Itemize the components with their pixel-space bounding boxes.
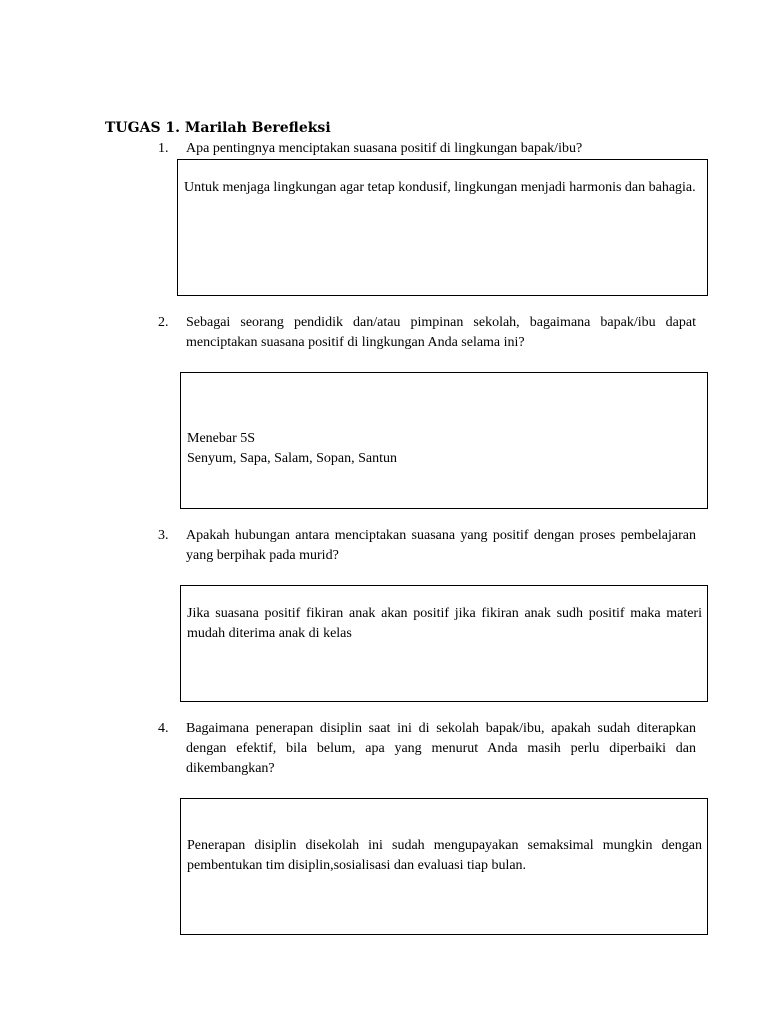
question-4-number: 4.: [158, 721, 169, 736]
question-1-number: 1.: [158, 141, 169, 156]
question-4-text: Bagaimana penerapan disiplin saat ini di sekolah bapak/ibu, apakah sudah diterapkan dengan efektif, bila belum, apa yang menurut Anda masih perlu diperbaiki dan dikembangkan?: [186, 721, 696, 776]
answer-4-text: Penerapan disiplin disekolah ini sudah mengupayakan semaksimal mungkin dengan pembentukan tim disiplin,sosialisasi dan evaluasi tiap bulan.: [187, 838, 702, 873]
question-2-number: 2.: [158, 315, 169, 330]
page-title: TUGAS 1. Marilah Berefleksi: [105, 120, 331, 136]
answer-2-line-2: Senyum, Sapa, Salam, Sopan, Santun: [187, 451, 397, 466]
answer-box-4: [180, 798, 708, 935]
answer-3-text: Jika suasana positif fikiran anak akan positif jika fikiran anak sudh positif maka materi mudah diterima anak di kelas: [187, 606, 702, 641]
answer-1-text: Untuk menjaga lingkungan agar tetap kondusif, lingkungan menjadi harmonis dan bahagia.: [184, 180, 696, 195]
question-3-number: 3.: [158, 528, 169, 543]
answer-box-2: [180, 372, 708, 509]
question-3-text: Apakah hubungan antara menciptakan suasana yang positif dengan proses pembelajaran yang berpihak pada murid?: [186, 528, 696, 563]
answer-2-line-1: Menebar 5S: [187, 431, 256, 446]
answer-box-3: [180, 585, 708, 702]
answer-box-1: [177, 159, 708, 296]
question-2-text: Sebagai seorang pendidik dan/atau pimpinan sekolah, bagaimana bapak/ibu dapat menciptakan suasana positif di lingkungan Anda selama ini?: [186, 315, 696, 350]
question-1-text: Apa pentingnya menciptakan suasana positif di lingkungan bapak/ibu?: [186, 141, 583, 156]
